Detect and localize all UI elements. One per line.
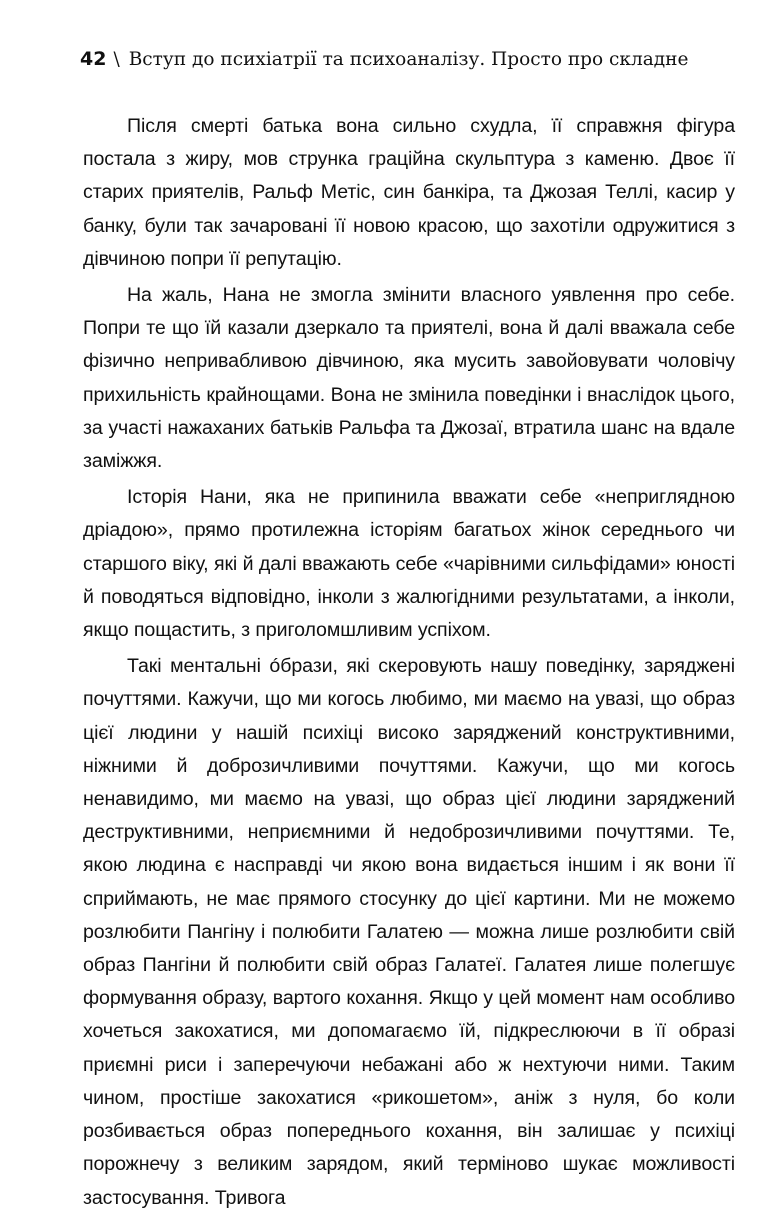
page-number: 42 <box>80 48 107 70</box>
paragraph-2: На жаль, Нана не змогла змінити власного уявлення про себе. Попри те що їй казали дзеркало та приятелі, вона й далі вважала себе фізично непривабливою дівчиною, яка мусить завойовувати чоловічу прихильність крайнощами. Вона не змінила поведінки і внаслідок цього, за участі нажаханих батьків Ральфа та Джозаї, втратила шанс на вдале заміжжя. <box>83 284 735 473</box>
running-head <box>80 46 720 73</box>
paragraph-3: Історія Нани, яка не припинила вважати себе «неприглядною дріадою», прямо протилежна історіям багатьох жінок середнього чи старшого віку, які й далі вважають себе «чарівними сильфідами» юності й поводяться відповідно, інколи з жалюгідними результатами, а інколи, якщо пощастить, з приголомшливим успіхом. <box>83 486 735 642</box>
paragraph-1: Після смерті батька вона сильно схудла, її справжня фігура постала з жиру, мов струнка граційна скульптура з каменю. Двоє її старих приятелів, Ральф Метіс, син банкіра, та Джозая Теллі, касир у банку, були так зачаровані її новою красою, що захотіли одружитися з дівчиною попри її репутацію. <box>83 115 735 270</box>
body-text <box>83 110 735 1218</box>
header-separator: \ <box>113 49 120 70</box>
paragraph-4: Такі ментальні óбрази, які скеровують нашу поведінку, заряджені почуттями. Кажучи, що ми когось любимо, ми маємо на увазі, що образ цієї людини у нашій психіці високо заряджений конструктивними, ніжними й доброзичливими почуттями. Кажучи, що ми когось ненавидимо, ми маємо на увазі, що образ цієї людини заряджений деструктивними, неприємними й недоброзичливими почуттями. Те, якою людина є насправді чи якою вона видається іншим і як вони її сприймають, не має прямого стосунку до цієї картини. Ми не можемо розлюбити Пангіну і полюбити Галатею — можна лише розлюбити свій образ Пангіни й полюбити свій образ Галатеї. Галатея лише полегшує формування образу, вартого кохання. Якщо у цей момент нам особливо хочеться закохатися, ми допомагаємо їй, підкреслюючи в її образі приємні риси і заперечуючи небажані або ж нехтуючи ними. Таким чином, простіше закохатися «рикошетом», аніж з нуля, бо коли розбивається образ попереднього кохання, він залишає у психіці порожнечу з великим зарядом, який терміново шукає можливості застосування. Тривога <box>83 655 735 1209</box>
book-title: Вступ до психіатрії та психоаналізу. Просто про складне <box>128 49 689 70</box>
